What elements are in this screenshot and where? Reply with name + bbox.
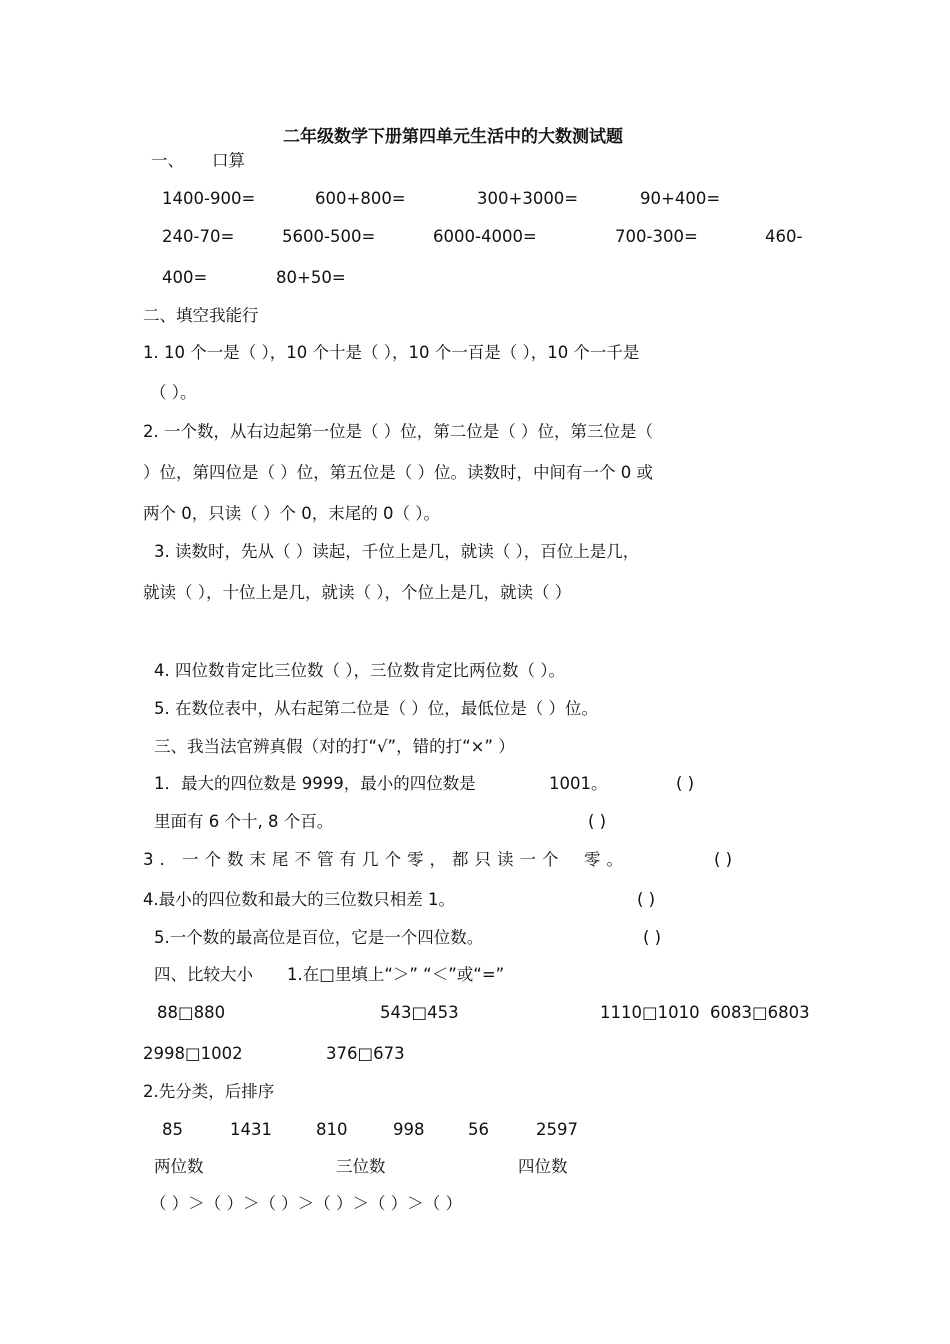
judge-2-answer: ( ) — [588, 812, 607, 831]
compare-item: 6083□6803 — [710, 1003, 810, 1022]
category-label: 三位数 — [336, 1157, 386, 1176]
sort-number: 810 — [316, 1120, 348, 1139]
judge-5-answer: ( ) — [643, 928, 662, 947]
section-1-heading: 口算 — [212, 151, 245, 170]
section-4-sub-2: 2.先分类，后排序 — [143, 1082, 275, 1101]
sort-number: 998 — [393, 1120, 425, 1139]
sort-number: 2597 — [536, 1120, 578, 1139]
question-2-3-line-1: 3. 读数时，先从（ ）读起，千位上是几，就读（ ），百位上是几， — [154, 542, 640, 561]
section-4-heading: 四、比较大小 — [154, 965, 253, 984]
compare-item: 1110□1010 — [600, 1003, 700, 1022]
judge-1-answer: ( ) — [676, 774, 695, 793]
arith-item: 400= — [162, 268, 208, 287]
question-2-2-line-2: ）位，第四位是（ ）位，第五位是（ ）位。读数时，中间有一个 0 或 — [143, 463, 653, 482]
judge-2-text: 里面有 6 个十, 8 个百。 — [154, 812, 334, 831]
arith-item: 600+800= — [315, 189, 406, 208]
sort-number: 56 — [468, 1120, 489, 1139]
arith-item: 300+3000= — [477, 189, 579, 208]
sort-number: 85 — [162, 1120, 183, 1139]
question-2-1-line-2: （ ）。 — [150, 383, 197, 402]
judge-4-text: 4.最小的四位数和最大的三位数只相差 1。 — [143, 890, 455, 909]
category-label: 两位数 — [154, 1157, 204, 1176]
compare-item: 543□453 — [380, 1003, 459, 1022]
judge-3-answer: ( ) — [714, 850, 733, 869]
section-2-heading: 二、填空我能行 — [143, 306, 259, 325]
judge-3-tail: 零。 — [584, 850, 629, 869]
question-2-1-line-1: 1. 10 个一是（ ），10 个十是（ ），10 个一百是（ ），10 个一千是 — [143, 343, 640, 362]
order-blanks: （ ）＞（ ）＞（ ）＞（ ）＞（ ）＞（ ） — [150, 1194, 462, 1213]
section-3-heading: 三、我当法官辨真假（对的打“√”，错的打“×” ） — [154, 737, 515, 756]
page-title: 二年级数学下册第四单元生活中的大数测试题 — [283, 127, 623, 147]
question-2-2-line-3: 两个 0，只读（ ）个 0，末尾的 0（ ）。 — [143, 504, 440, 523]
arith-item: 240-70= — [162, 227, 235, 246]
judge-4-answer: ( ) — [637, 890, 656, 909]
question-2-2-line-1: 2. 一个数，从右边起第一位是（ ）位，第二位是（ ）位，第三位是（ — [143, 422, 653, 441]
judge-1-number: 1001。 — [549, 774, 608, 793]
arith-item: 700-300= — [615, 227, 698, 246]
arith-item: 5600-500= — [282, 227, 376, 246]
judge-5-text: 5.一个数的最高位是百位，它是一个四位数。 — [154, 928, 484, 947]
arith-item: 80+50= — [276, 268, 346, 287]
arith-item: 90+400= — [640, 189, 721, 208]
question-2-4: 4. 四位数肯定比三位数（ ），三位数肯定比两位数（ ）。 — [154, 661, 565, 680]
judge-1-text: 1．最大的四位数是 9999，最小的四位数是 — [154, 774, 476, 793]
category-label: 四位数 — [518, 1157, 568, 1176]
section-4-sub-1: 1.在□里填上“＞” “＜”或“=” — [287, 965, 505, 984]
judge-3-text: 3. 一个数末尾不管有几个零，都只读一个 — [143, 850, 565, 869]
arith-item: 1400-900= — [162, 189, 256, 208]
compare-item: 88□880 — [157, 1003, 226, 1022]
question-2-5: 5. 在数位表中，从右起第二位是（ ）位，最低位是（ ）位。 — [154, 699, 598, 718]
compare-item: 376□673 — [326, 1044, 405, 1063]
question-2-3-line-2: 就读（ ），十位上是几，就读（ ），个位上是几，就读（ ） — [143, 583, 572, 602]
compare-item: 2998□1002 — [143, 1044, 243, 1063]
arith-item: 460- — [765, 227, 803, 246]
arith-item: 6000-4000= — [433, 227, 537, 246]
sort-number: 1431 — [230, 1120, 272, 1139]
section-1-number: 一、 — [151, 151, 184, 170]
